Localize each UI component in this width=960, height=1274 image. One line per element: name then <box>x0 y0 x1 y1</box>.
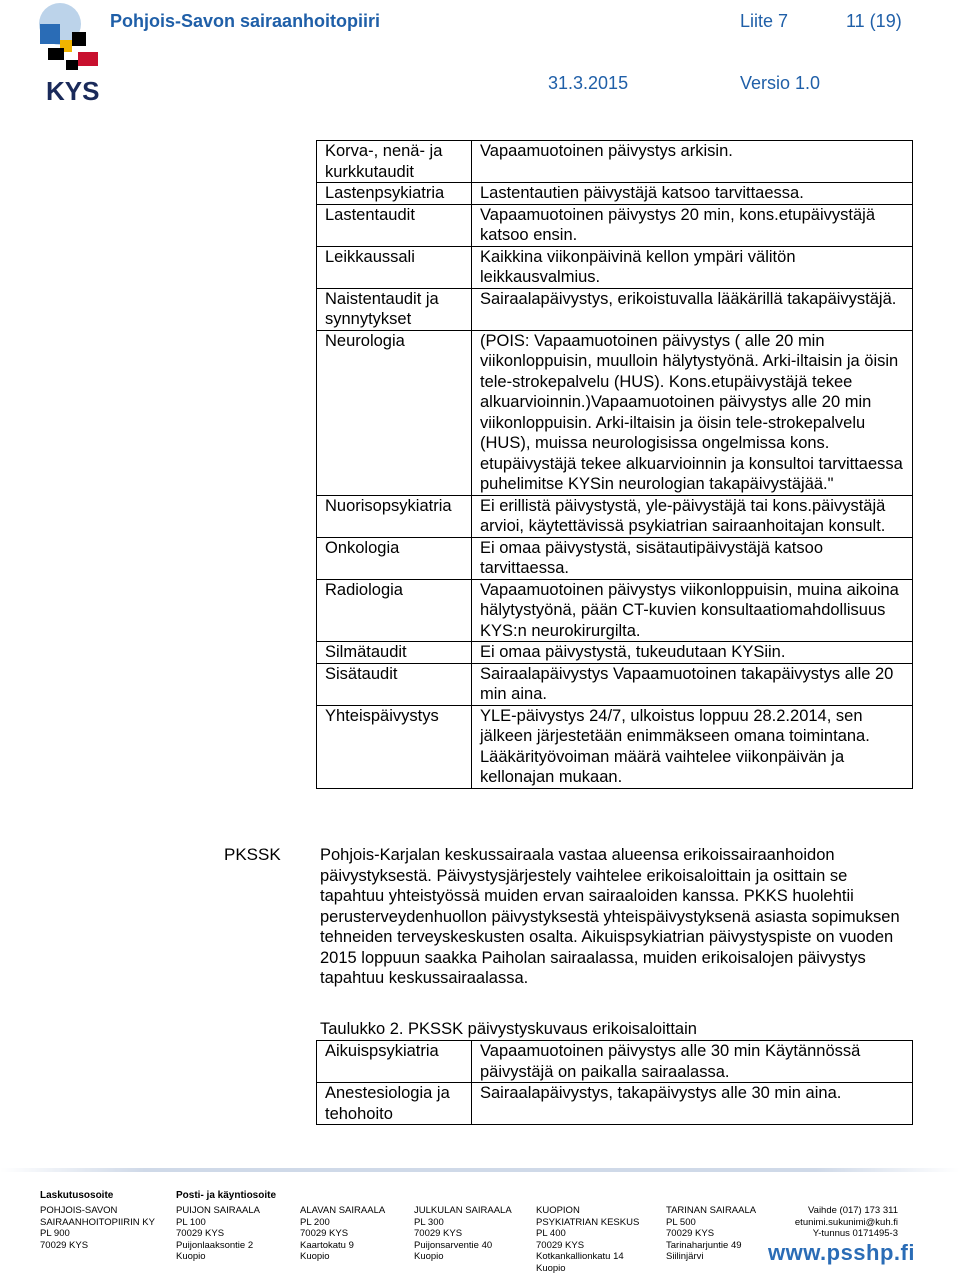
document-date: 31.3.2015 <box>548 73 628 94</box>
specialty-cell: Silmätaudit <box>317 642 472 664</box>
footer-line: Tarinaharjuntie 49 <box>666 1240 756 1252</box>
on-call-table-pkssk <box>316 1040 913 1125</box>
pkssk-label: PKSSK <box>224 845 281 865</box>
on-call-description-cell: Sairaalapäivystys, takapäivystys alle 30 min aina. <box>472 1083 913 1125</box>
footer-line: POHJOIS-SAVON <box>40 1205 155 1217</box>
on-call-description-cell: Ei omaa päivystystä, sisätautipäivystäjä katsoo tarvittaessa. <box>472 537 913 579</box>
footer-line: PL 200 <box>300 1217 385 1229</box>
footer-line: 70029 KYS <box>176 1228 260 1240</box>
pkssk-description: Pohjois-Karjalan keskussairaala vastaa alueensa erikoissairaanhoidon päivystyksestä. Päivystysjärjestely vaihtelee erikoisaloittain ja osittain se tapahtuu yhteistyössä muiden ervan sairaaloiden kanssa. PKKS huolehtii perusterveydenhuollon päivystyksestä yhteispäivystyksenä asiasta sopimuksen tehneiden terveyskeskusten osalta. Aikuispsykiatrian päivystyspiste on vuoden 2015 loppuun saakka Paiholan sairaalassa, muiden erikoisalojen päivystys tapahtuu keskussairaalassa. <box>320 845 910 989</box>
footer-line: Y-tunnus 0171495-3 <box>780 1228 898 1240</box>
table-row <box>317 642 913 664</box>
on-call-description-cell: Kaikkina viikonpäivinä kellon ympäri välitön leikkausvalmius. <box>472 246 913 288</box>
footer-line: ALAVAN SAIRAALA <box>300 1205 385 1217</box>
footer-line: Kuopio <box>414 1251 512 1263</box>
footer-line: Siilinjärvi <box>666 1251 756 1263</box>
table-row <box>317 204 913 246</box>
page-number: 11 (19) <box>846 11 902 32</box>
footer-line: 70029 KYS <box>300 1228 385 1240</box>
footer-line: 70029 KYS <box>536 1240 639 1252</box>
specialty-cell: Korva-, nenä- ja kurkkutaudit <box>317 141 472 183</box>
on-call-description-cell: Vapaamuotoinen päivystys 20 min, kons.etupäivystäjä katsoo ensin. <box>472 204 913 246</box>
specialty-cell: Leikkaussali <box>317 246 472 288</box>
table-row <box>317 537 913 579</box>
specialty-cell: Lastentaudit <box>317 204 472 246</box>
table-row <box>317 288 913 330</box>
organization-name: Pohjois-Savon sairaanhoitopiiri <box>110 11 380 32</box>
specialty-cell: Anestesiologia ja tehohoito <box>317 1083 472 1125</box>
footer-line: SAIRAANHOITOPIIRIN KY <box>40 1217 155 1229</box>
website-link[interactable]: www.psshp.fi <box>768 1240 915 1266</box>
on-call-description-cell: Vapaamuotoinen päivystys alle 30 min Käytännössä päivystäjä on paikalla sairaalassa. <box>472 1041 913 1083</box>
footer-line: PL 300 <box>414 1217 512 1229</box>
footer-line: PSYKIATRIAN KESKUS <box>536 1217 639 1229</box>
footer-line: 70029 KYS <box>414 1228 512 1240</box>
on-call-description-cell: Sairaalapäivystys Vapaamuotoinen takapäivystys alle 20 min aina. <box>472 663 913 705</box>
footer-line: PL 500 <box>666 1217 756 1229</box>
footer-line: Kuopio <box>536 1263 639 1274</box>
appendix-label: Liite 7 <box>740 11 788 32</box>
footer-line: PL 100 <box>176 1217 260 1229</box>
specialty-cell: Sisätaudit <box>317 663 472 705</box>
table-row <box>317 1083 913 1125</box>
on-call-description-cell: Ei omaa päivystystä, tukeudutaan KYSiin. <box>472 642 913 664</box>
on-call-description-cell: Ei erillistä päivystystä, yle-päivystäjä tai kons.päivystäjä arvioi, käytettävissä psykiatrian sairaanhoitajan konsult. <box>472 495 913 537</box>
table-row <box>317 1041 913 1083</box>
on-call-description-cell: Vapaamuotoinen päivystys arkisin. <box>472 141 913 183</box>
table-row <box>317 330 913 495</box>
document-version: Versio 1.0 <box>740 73 820 94</box>
table-caption: Taulukko 2. PKSSK päivystyskuvaus erikoisaloittain <box>320 1020 697 1039</box>
specialty-cell: Naistentaudit ja synnytykset <box>317 288 472 330</box>
footer-col-julkula <box>414 1205 512 1263</box>
footer-line: KUOPION <box>536 1205 639 1217</box>
specialty-cell: Neurologia <box>317 330 472 495</box>
specialty-cell: Nuorisopsykiatria <box>317 495 472 537</box>
on-call-description-cell: YLE-päivystys 24/7, ulkoistus loppuu 28.2.2014, sen jälkeen järjestetään enimmäkseen omana toimintana. Lääkärityövoiman määrä vaihtelee viikonpäivän ja kellonajan mukaan. <box>472 705 913 788</box>
table-row <box>317 495 913 537</box>
specialty-cell: Yhteispäivystys <box>317 705 472 788</box>
logo-text: KYS <box>46 76 99 102</box>
footer-line: 70029 KYS <box>666 1228 756 1240</box>
table-row <box>317 663 913 705</box>
footer-col-kuopio-psy <box>536 1205 639 1274</box>
footer-line: TARINAN SAIRAALA <box>666 1205 756 1217</box>
table-row <box>317 246 913 288</box>
footer-col-puijo <box>176 1205 260 1263</box>
on-call-description-cell: Sairaalapäivystys, erikoistuvalla lääkärillä takapäivystäjä. <box>472 288 913 330</box>
footer-line: Puijonlaaksontie 2 <box>176 1240 260 1252</box>
on-call-description-cell: Vapaamuotoinen päivystys viikonloppuisin, muina aikoina hälytystyönä, pään CT-kuvien konsultaatiomahdollisuus KYS:n neurokirurgilta. <box>472 579 913 642</box>
specialty-cell: Lastenpsykiatria <box>317 183 472 205</box>
footer-line: PUIJON SAIRAALA <box>176 1205 260 1217</box>
specialty-cell: Aikuispsykiatria <box>317 1041 472 1083</box>
table-row <box>317 183 913 205</box>
footer-col-contact <box>780 1205 898 1240</box>
footer-line: Puijonsarventie 40 <box>414 1240 512 1252</box>
table-row <box>317 579 913 642</box>
footer-line: JULKULAN SAIRAALA <box>414 1205 512 1217</box>
table-row <box>317 141 913 183</box>
footer-line: Kotkankallionkatu 14 <box>536 1251 639 1263</box>
footer-line: Vaihde (017) 173 311 <box>780 1205 898 1217</box>
footer-heading-billing: Laskutusosoite <box>40 1190 113 1201</box>
footer-line: etunimi.sukunimi@kuh.fi <box>780 1217 898 1229</box>
footer-line: 70029 KYS <box>40 1240 155 1252</box>
on-call-description-cell: (POIS: Vapaamuotoinen päivystys ( alle 20 min viikonloppuisin, muulloin hälytystyönä. Arki-iltaisin ja öisin tele-strokepalvelu (HUS). Kons.etupäivystäjä tekee alkuarvioinnin.)Vapaamuotoinen päivystys alle 20 min viikonloppuisin. Arki-iltaisin ja öisin tele-strokepalvelu (HUS), muissa neurologisissa ongelmissa kons. etupäivystäjä tekee alkuarvioinnin ja konsultoi tarvittaessa puhelimitse KYSin neurologian takapäivystäjää." <box>472 330 913 495</box>
specialty-cell: Onkologia <box>317 537 472 579</box>
footer-col-billing <box>40 1205 155 1251</box>
footer-divider <box>0 1168 960 1172</box>
kys-logo <box>38 2 104 102</box>
footer-line: Kuopio <box>300 1251 385 1263</box>
on-call-description-cell: Lastentautien päivystäjä katsoo tarvittaessa. <box>472 183 913 205</box>
footer-line: Kuopio <box>176 1251 260 1263</box>
table-row <box>317 705 913 788</box>
footer-line: PL 400 <box>536 1228 639 1240</box>
footer-heading-address: Posti- ja käyntiosoite <box>176 1190 276 1201</box>
specialty-cell: Radiologia <box>317 579 472 642</box>
footer-line: PL 900 <box>40 1228 155 1240</box>
footer-col-alava <box>300 1205 385 1263</box>
on-call-table-kys <box>316 140 913 789</box>
footer-col-tarina <box>666 1205 756 1263</box>
footer-line: Kaartokatu 9 <box>300 1240 385 1252</box>
